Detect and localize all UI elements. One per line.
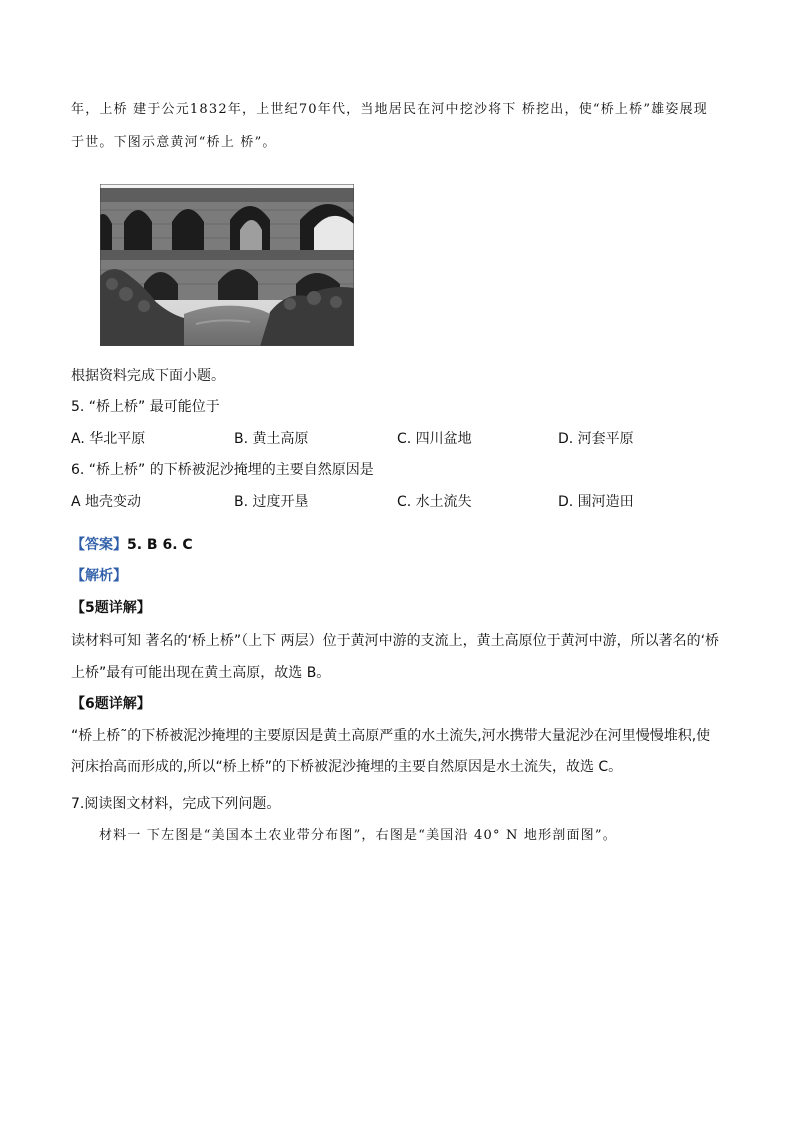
- detail-6-line-1: “桥上桥˜的下桥被泥沙掩埋的主要原因是黄土高原严重的水土流失,河水携带大量泥沙在河里慢慢堆积,使: [71, 728, 711, 744]
- passage-line-1: 年，上桥 建于公元1832年，上世纪70年代，当地居民在河中挖沙将下 桥挖出，使“桥上桥”雄姿展现: [71, 102, 708, 117]
- analysis-heading: 【解析】: [71, 568, 127, 584]
- q5-option-c: C. 四川盆地: [397, 431, 472, 447]
- q6-option-c: C. 水土流失: [397, 494, 472, 510]
- question-7-material: 材料一 下左图是“美国本土农业带分布图”，右图是“美国沿 40° N 地形剖面图”。: [99, 828, 617, 843]
- detail-5-line-1: 读材料可知 著名的‘桥上桥”（上下 两层）位于黄河中游的支流上，黄土高原位于黄河中游，所以著名的‘桥: [71, 633, 720, 649]
- detail-5-line-2: 上桥”最有可能出现在黄土高原，故选 B。: [71, 665, 331, 681]
- bridge-photo: [100, 184, 354, 346]
- detail-6-heading: 【6题详解】: [71, 696, 151, 712]
- q5-option-a: A. 华北平原: [71, 431, 146, 447]
- q5-option-d: D. 河套平原: [558, 431, 634, 447]
- answer-label: 【答案】: [71, 537, 127, 553]
- q6-option-a: A 地壳变动: [71, 494, 142, 510]
- q5-option-b: B. 黄土高原: [234, 431, 309, 447]
- answer-value: 5. B 6. C: [127, 537, 193, 553]
- passage-line-2: 于世。下图示意黄河“桥上 桥”。: [71, 135, 277, 150]
- question-7-stem: 7.阅读图文材料，完成下列问题。: [71, 796, 281, 812]
- q6-option-d: D. 围河造田: [558, 494, 634, 510]
- question-6-stem: 6. “桥上桥” 的下桥被泥沙掩埋的主要自然原因是: [71, 462, 374, 478]
- instruction-text: 根据资料完成下面小题。: [71, 368, 225, 384]
- question-5-stem: 5. “桥上桥” 最可能位于: [71, 399, 220, 415]
- detail-6-line-2: 河床抬高而形成的,所以“桥上桥”的下桥被泥沙掩埋的主要自然原因是水土流失，故选 C。: [71, 759, 623, 775]
- answer-line: [71, 535, 193, 555]
- detail-5-heading: 【5题详解】: [71, 600, 151, 616]
- q6-option-b: B. 过度开垦: [234, 494, 309, 510]
